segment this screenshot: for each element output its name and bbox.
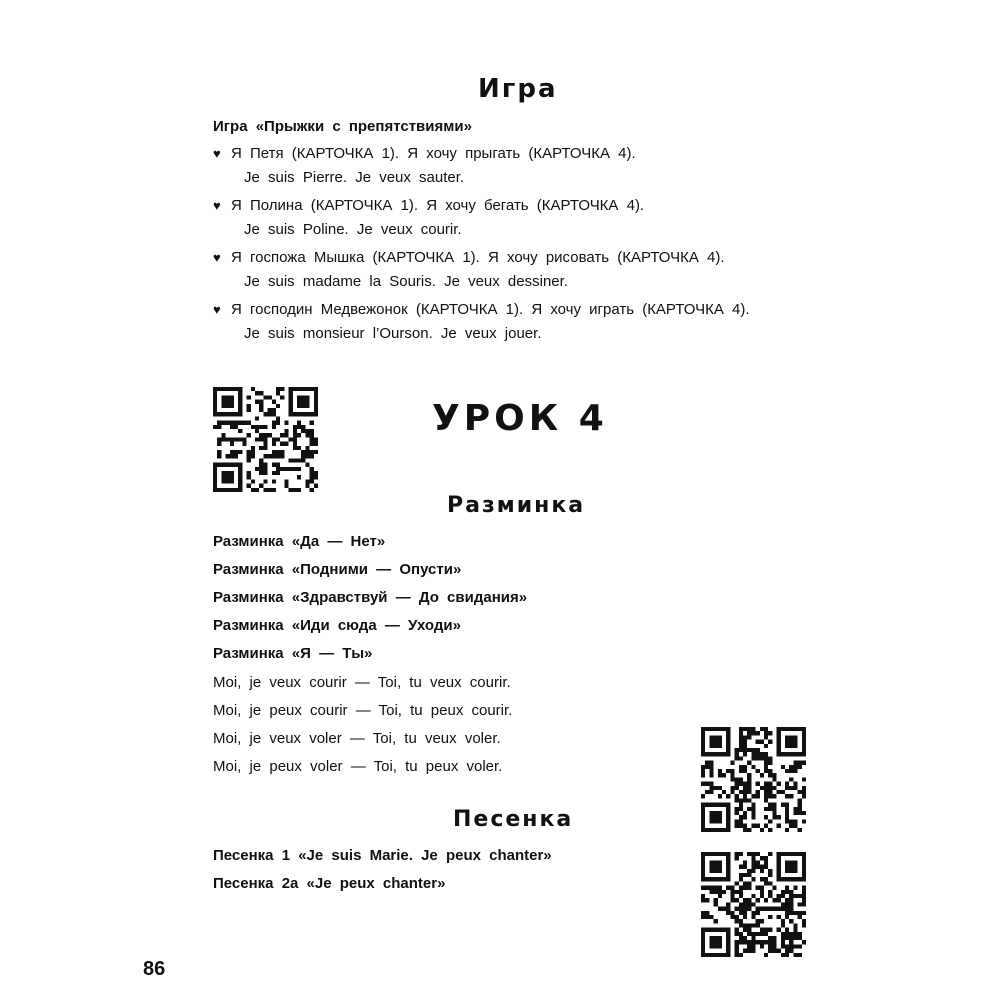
warmup-line-3: Moi, je veux voler — Toi, tu veux voler.	[213, 730, 501, 747]
heart-bullet-icon: ♥	[213, 198, 221, 213]
warmup-heading: Разминка	[447, 493, 586, 518]
game-item-2-ru: Я Полина (КАРТОЧКА 1). Я хочу бегать (КАРТОЧКА 4).	[231, 197, 645, 214]
warmup-title-5: Разминка «Я — Ты»	[213, 645, 373, 662]
game-item-4-ru: Я господин Медвежонок (КАРТОЧКА 1). Я хочу играть (КАРТОЧКА 4).	[231, 301, 750, 318]
warmup-line-4: Moi, je peux voler — Toi, tu peux voler.	[213, 758, 503, 775]
song-heading: Песенка	[453, 807, 574, 832]
game-item-3	[213, 248, 725, 268]
warmup-title-2: Разминка «Подними — Опусти»	[213, 561, 462, 578]
song-title-1: Песенка 1 «Je suis Marie. Je peux chanter»	[213, 847, 552, 864]
game-item-3-fr: Je suis madame la Souris. Je veux dessiner.	[244, 273, 568, 290]
heart-bullet-icon: ♥	[213, 302, 221, 317]
game-item-2	[213, 196, 644, 216]
qr-code-icon	[701, 727, 806, 832]
warmup-title-1: Разминка «Да — Нет»	[213, 533, 386, 550]
game-title: Игра «Прыжки с препятствиями»	[213, 118, 472, 135]
qr-code-icon	[213, 387, 318, 492]
game-item-3-ru: Я госпожа Мышка (КАРТОЧКА 1). Я хочу рисовать (КАРТОЧКА 4).	[231, 249, 725, 266]
game-item-4-fr: Je suis monsieur l’Ourson. Je veux jouer.	[244, 325, 542, 342]
game-heading: Игра	[478, 74, 558, 104]
game-item-4	[213, 300, 750, 320]
game-item-1-ru: Я Петя (КАРТОЧКА 1). Я хочу прыгать (КАРТОЧКА 4).	[231, 145, 636, 162]
game-item-1-fr: Je suis Pierre. Je veux sauter.	[244, 169, 465, 186]
warmup-line-2: Moi, je peux courir — Toi, tu peux courir.	[213, 702, 513, 719]
lesson-heading: УРОК 4	[432, 398, 608, 439]
warmup-line-1: Moi, je veux courir — Toi, tu veux courir.	[213, 674, 511, 691]
game-item-1	[213, 144, 636, 164]
heart-bullet-icon: ♥	[213, 250, 221, 265]
warmup-title-4: Разминка «Иди сюда — Уходи»	[213, 617, 461, 634]
warmup-title-3: Разминка «Здравствуй — До свидания»	[213, 589, 528, 606]
song-title-2: Песенка 2а «Je peux chanter»	[213, 875, 446, 892]
page-number: 86	[143, 958, 166, 980]
game-item-2-fr: Je suis Poline. Je veux courir.	[244, 221, 462, 238]
heart-bullet-icon: ♥	[213, 146, 221, 161]
qr-code-icon	[701, 852, 806, 957]
